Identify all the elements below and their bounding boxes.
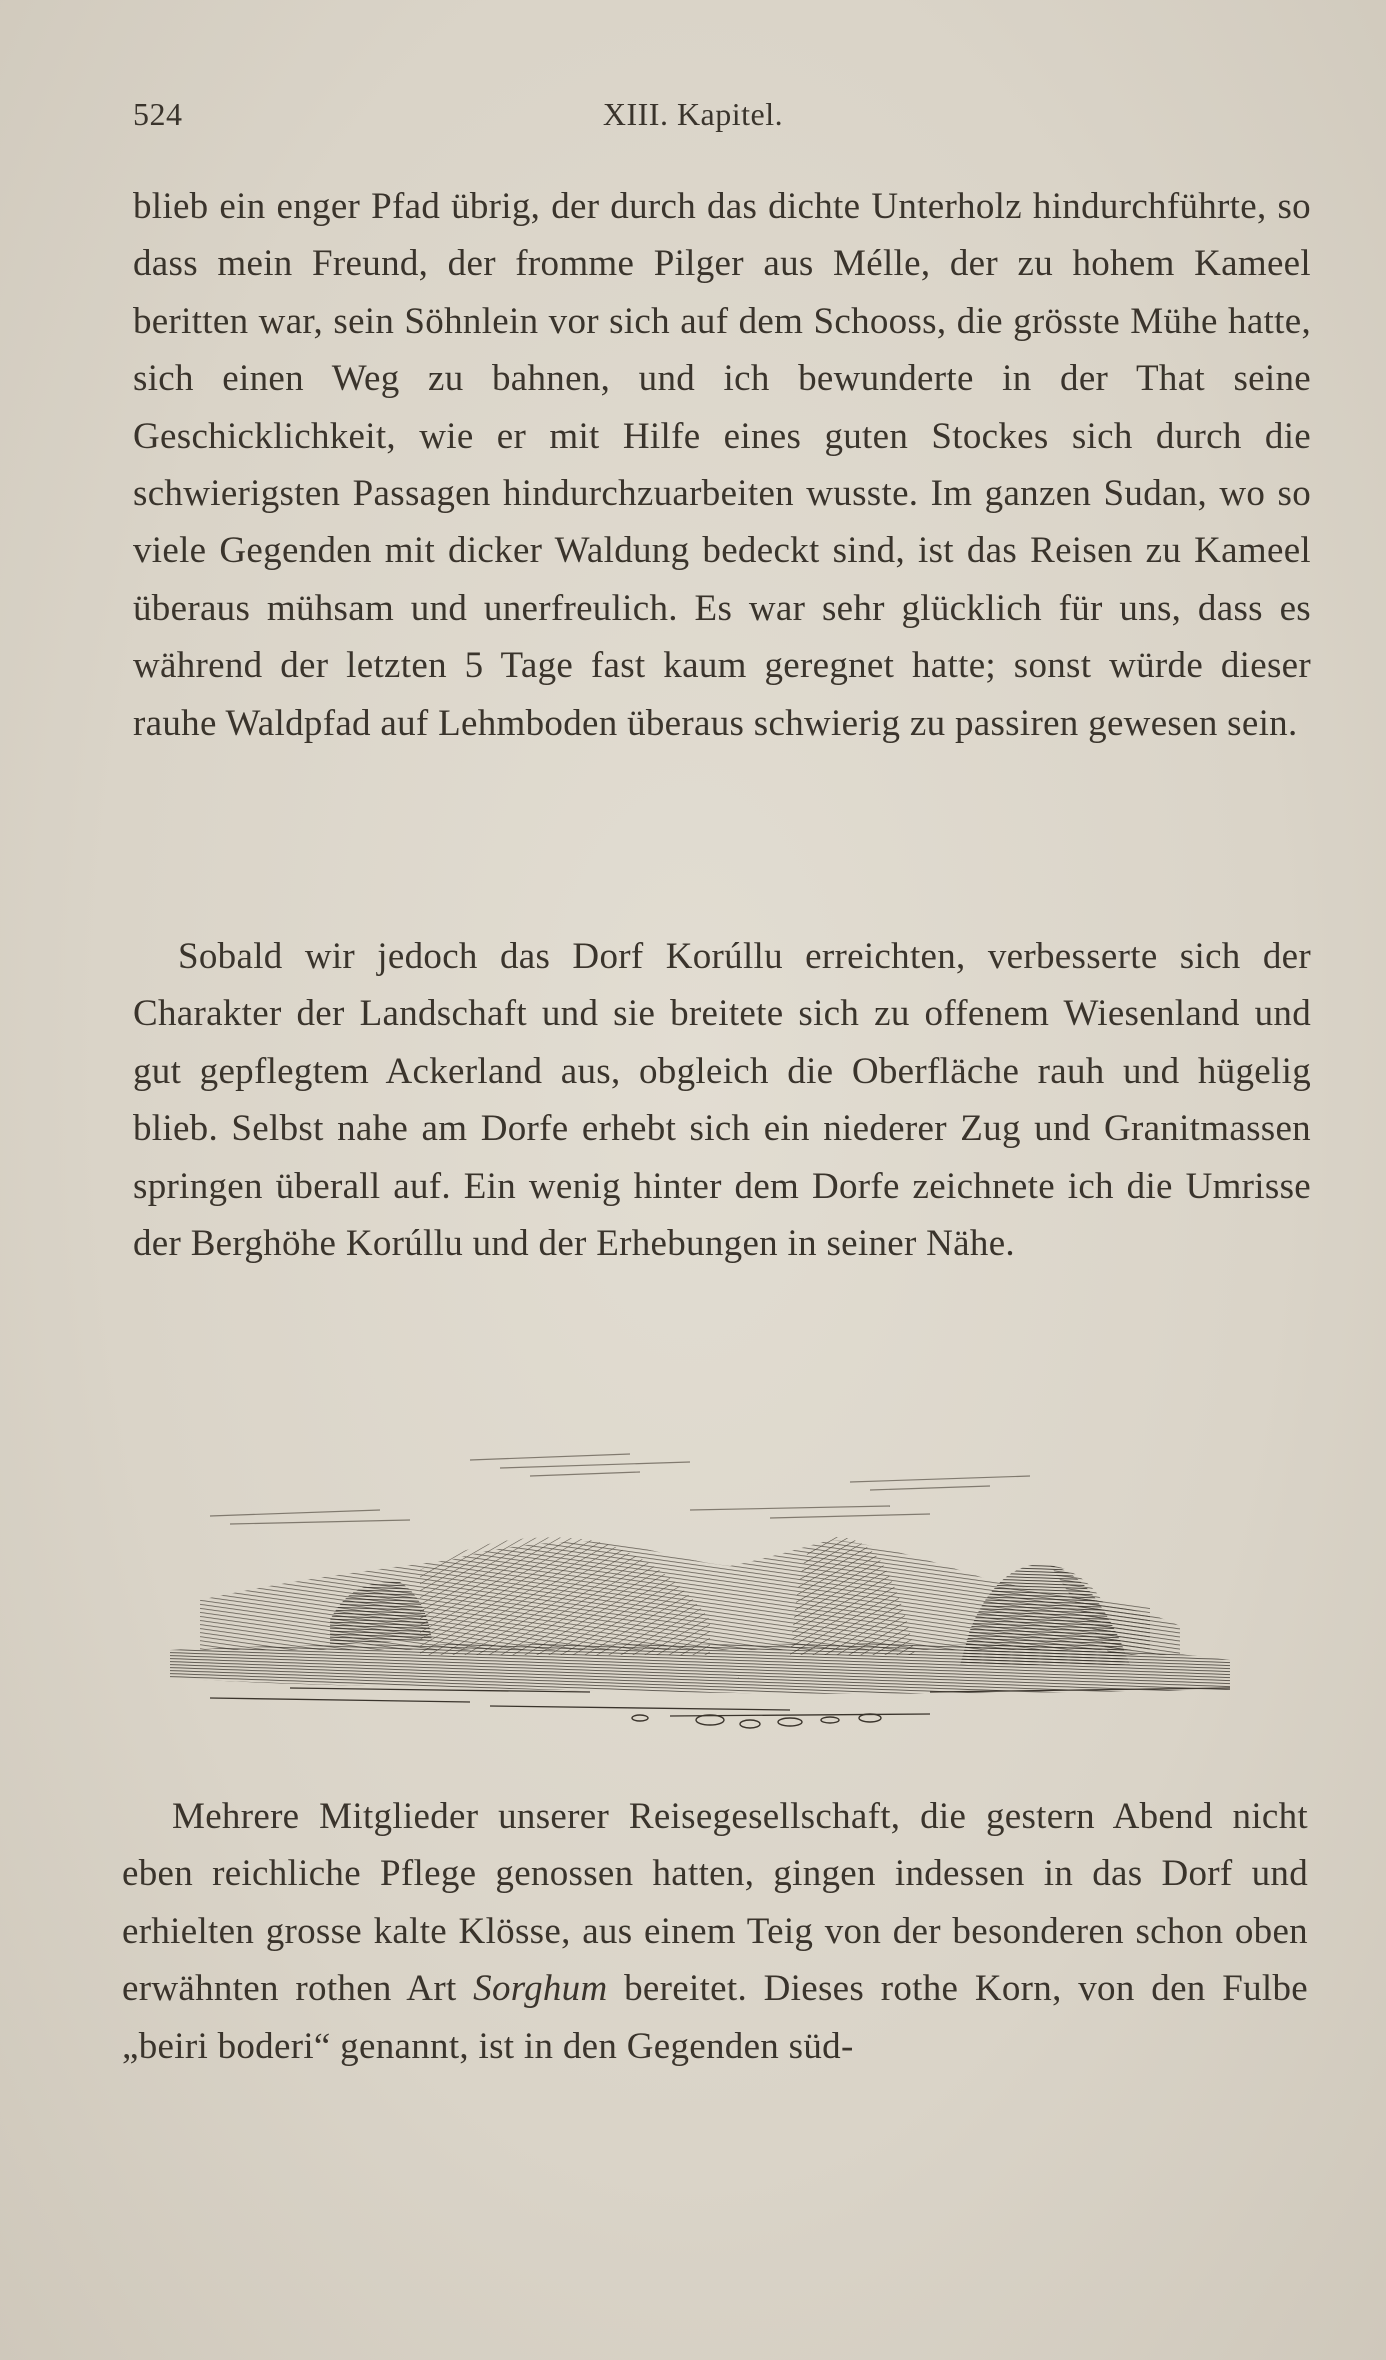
sorghum-italic: Sorghum	[473, 1968, 608, 2010]
paragraph-3	[122, 1788, 1308, 2075]
paragraph-3-text-end: bereitet. Dieses rothe Korn, von den Fulbe „beiri boderi“ genannt, ist in den Gegenden süd-	[122, 1968, 1308, 2067]
page-header	[133, 96, 1313, 136]
paragraph-3-text-start: Mehrere Mitglieder unserer Reisegesellschaft, die gestern Abend nicht eben reichliche Pflege genossen hatten, gingen indessen in das Dorf und erhielten grosse kalte Klösse, aus einem Teig von der besonderen schon oben erwähnten rothen Art	[122, 1796, 1308, 2010]
running-head: XIII. Kapitel.	[602, 96, 784, 132]
landscape-engraving	[170, 1430, 1250, 1770]
paragraph-2: Sobald wir jedoch das Dorf Korúllu erreichten, verbesserte sich der Charakter der Landschaft und sie breitete sich zu offenem Wiesenland und gut gepflegtem Ackerland aus, obgleich die Oberfläche rauh und hügelig blieb. Selbst nahe am Dorfe erhebt sich ein niederer Zug und Granitmassen springen überall auf. Ein wenig hinter dem Dorfe zeichnete ich die Umrisse der Berghöhe Korúllu und der Erhebungen in seiner Nähe.	[133, 936, 1311, 1265]
page-number: 524	[133, 96, 183, 132]
paragraph-1: blieb ein enger Pfad übrig, der durch das dichte Unterholz hindurchführte, so dass mein Freund, der fromme Pilger aus Mélle, der zu hohem Kameel beritten war, sein Söhnlein vor sich auf dem Schooss, die grösste Mühe hatte, sich einen Weg zu bahnen, und ich bewunderte in der That seine Geschicklichkeit, wie er mit Hilfe eines guten Stockes sich durch die schwierigsten Passagen hindurchzuarbeiten wusste. Im ganzen Sudan, wo so viele Gegenden mit dicker Waldung bedeckt sind, ist das Reisen zu Kameel überaus mühsam und unerfreulich. Es war sehr glücklich für uns, dass es während der letzten 5 Tage fast kaum geregnet hatte; sonst würde dieser rauhe Waldpfad auf Lehmboden überaus schwierig zu passiren gewesen sein.	[133, 186, 1311, 744]
